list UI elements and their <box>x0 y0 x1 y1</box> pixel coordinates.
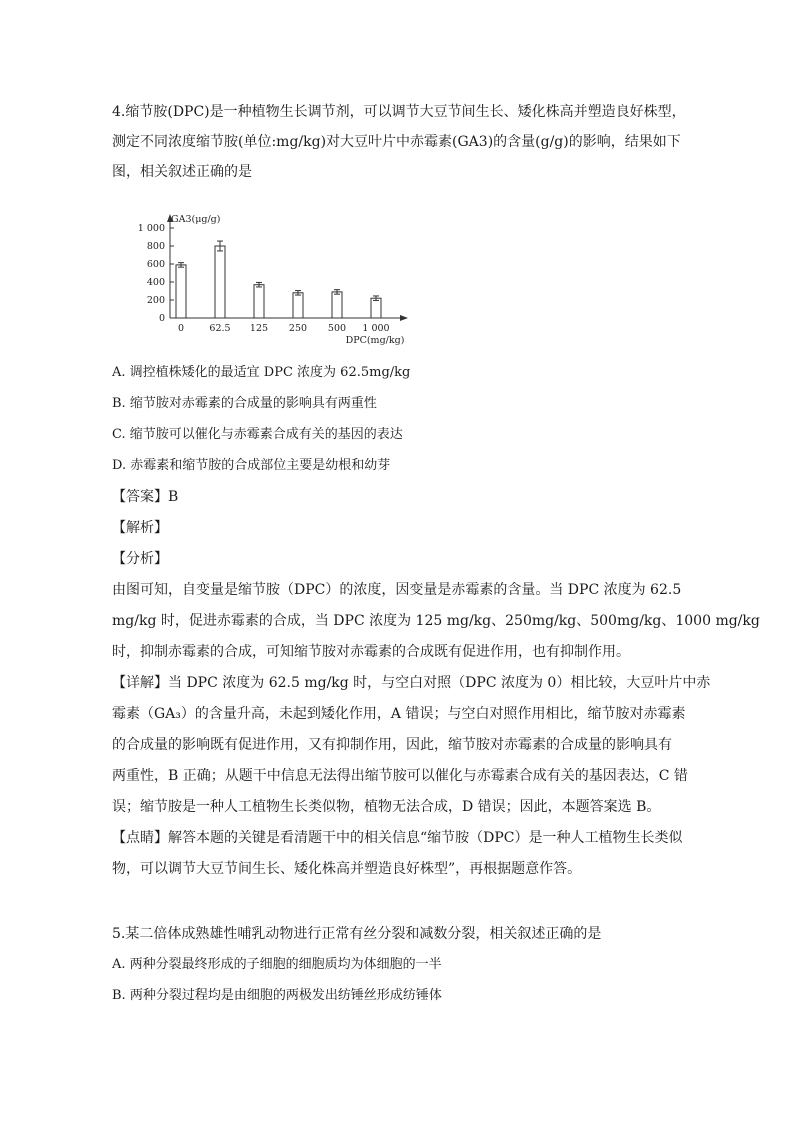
y-tick-label: 0 <box>158 313 165 324</box>
y-tick-label: 400 <box>146 277 165 288</box>
x-tick-label: 500 <box>327 323 347 334</box>
bar <box>215 246 225 318</box>
detail-line-4: 两重性，B 正确；从题干中信息无法得出缩节胺可以催化与赤霉素合成有关的基因表达，C 错 <box>112 768 688 784</box>
bar <box>371 298 381 318</box>
bar <box>254 285 264 318</box>
x-axis-label: DPC(mg/kg) <box>345 335 405 346</box>
comment-line-1: 【点睛】解答本题的关键是看清题干中的相关信息“缩节胺（DPC）是一种人工植物生长类似 <box>112 830 683 846</box>
bar <box>293 293 303 318</box>
x-tick-label: 0 <box>177 323 185 334</box>
bar <box>176 265 186 318</box>
detail-line-2: 霉素（GA₃）的含量升高，未起到矮化作用，A 错误；与空白对照作用相比，缩节胺对赤霉素 <box>112 706 686 722</box>
detail-line-5: 误；缩节胺是一种人工植物生长类似物，植物无法合成，D 错误；因此，本题答案选 B。 <box>112 799 661 815</box>
fenxi-heading: 【分析】 <box>112 551 168 567</box>
q5-option-a: A. 两种分裂最终形成的子细胞的细胞质均为体细胞的一半 <box>112 957 442 972</box>
jiexi-heading: 【解析】 <box>112 520 168 536</box>
detail-line-3: 的合成量的影响既有促进作用，又有抑制作用，因此，缩节胺对赤霉素的合成量的影响具有 <box>112 737 672 753</box>
x-tick-label: 250 <box>288 323 308 334</box>
x-tick-label: 62.5 <box>209 323 231 334</box>
q4-option-b: B. 缩节胺对赤霉素的合成量的影响具有两重性 <box>112 396 377 411</box>
q4-stem-line-3: 图，相关叙述正确的是 <box>112 164 252 180</box>
y-tick-label: 200 <box>146 295 165 306</box>
ga3-bar-chart <box>130 206 420 346</box>
y-tick-label: 600 <box>146 259 165 270</box>
answer-line: 【答案】B <box>112 489 179 505</box>
q4-stem-line-2: 测定不同浓度缩节胺(单位:mg/kg)对大豆叶片中赤霉素(GA3)的含量(g/g)的影响，结果如下 <box>112 134 681 150</box>
q4-option-a: A. 调控植株矮化的最适宜 DPC 浓度为 62.5mg/kg <box>112 365 411 380</box>
q4-option-c: C. 缩节胺可以催化与赤霉素合成有关的基因的表达 <box>112 427 403 442</box>
x-tick-label: 125 <box>249 323 269 334</box>
y-axis-label: GA3(μg/g) <box>171 214 221 225</box>
detail-line-1: 【详解】当 DPC 浓度为 62.5 mg/kg 时，与空白对照（DPC 浓度为 0）相比较，大豆叶片中赤 <box>112 675 711 691</box>
analysis-line-2: mg/kg 时，促进赤霉素的合成，当 DPC 浓度为 125 mg/kg、250mg/kg、500mg/kg、1000 mg/kg <box>112 613 760 629</box>
q5-option-b: B. 两种分裂过程均是由细胞的两极发出纺锤丝形成纺锤体 <box>112 988 442 1003</box>
q4-option-d: D. 赤霉素和缩节胺的合成部位主要是幼根和幼芽 <box>112 458 391 473</box>
x-tick-label: 1 000 <box>362 323 390 334</box>
y-tick-label: 1 000 <box>137 223 165 234</box>
x-axis-arrow <box>400 315 408 321</box>
analysis-line-1: 由图可知，自变量是缩节胺（DPC）的浓度，因变量是赤霉素的含量。当 DPC 浓度为 62.5 <box>112 582 682 598</box>
comment-line-2: 物，可以调节大豆节间生长、矮化株高并塑造良好株型”，再根据题意作答。 <box>112 861 582 877</box>
analysis-line-3: 时，抑制赤霉素的合成，可知缩节胺对赤霉素的合成既有促进作用，也有抑制作用。 <box>112 644 630 660</box>
bar <box>332 292 342 318</box>
q4-stem-line-1: 4.缩节胺(DPC)是一种植物生长调节剂，可以调节大豆节间生长、矮化株高并塑造良好株型， <box>112 104 686 120</box>
y-tick-label: 800 <box>146 241 165 252</box>
q5-stem: 5.某二倍体成熟雄性哺乳动物进行正常有丝分裂和减数分裂，相关叙述正确的是 <box>112 926 602 942</box>
